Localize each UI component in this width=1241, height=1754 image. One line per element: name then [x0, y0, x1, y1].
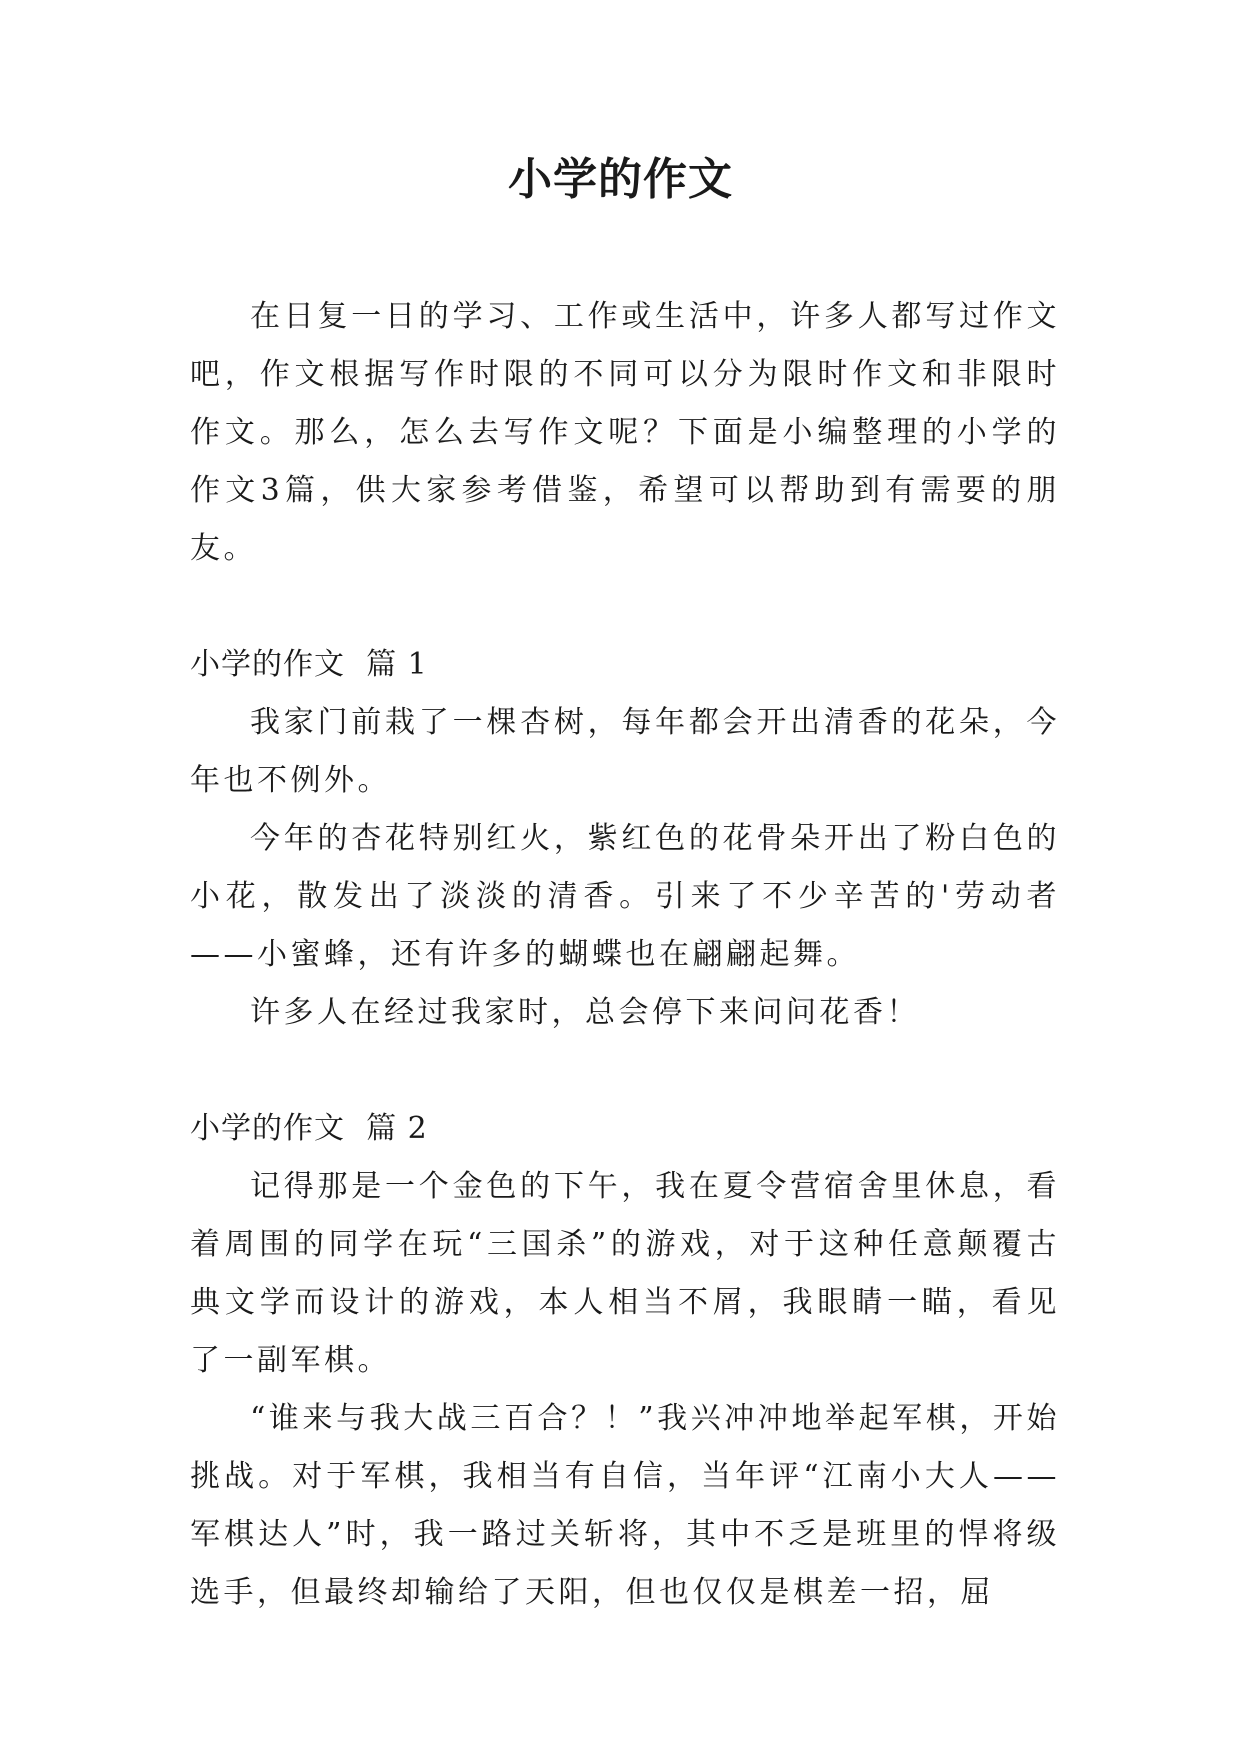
- intro-paragraph: 在日复一日的学习、工作或生活中，许多人都写过作文吧，作文根据写作时限的不同可以分为限时作文和非限时作文。那么，怎么去写作文呢？下面是小编整理的小学的作文3篇，供大家参考借鉴，希望可以帮助到有需要的朋友。: [190, 299, 1060, 566]
- section-heading-2: 小学的作文 篇 2: [190, 1111, 428, 1146]
- section-1-paragraph-2: 今年的杏花特别红火，紫红色的花骨朵开出了粉白色的小花，散发出了淡淡的清香。引来了不少辛苦的'劳动者——小蜜蜂，还有许多的蝴蝶也在翩翩起舞。: [190, 821, 1060, 972]
- section-1-paragraph-3: 许多人在经过我家时，总会停下来问问花香！: [250, 995, 920, 1030]
- section-spacer: [190, 1042, 1060, 1100]
- section-2-paragraph-2: “谁来与我大战三百合？！”我兴冲冲地举起军棋，开始挑战。对于军棋，我相当有自信，当年评“江南小大人——军棋达人”时，我一路过关斩将，其中不乏是班里的悍将级选手，但最终却输给了天阳，但也仅仅是棋差一招，屈: [190, 1401, 1060, 1610]
- document-body: [190, 288, 1060, 1622]
- section-spacer: [190, 578, 1060, 636]
- section-2-paragraph-1: 记得那是一个金色的下午，我在夏令营宿舍里休息，看着周围的同学在玩“三国杀”的游戏，对于这种任意颠覆古典文学而设计的游戏，本人相当不屑，我眼睛一瞄，看见了一副军棋。: [190, 1169, 1060, 1378]
- section-1-paragraph-1: 我家门前栽了一棵杏树，每年都会开出清香的花朵，今年也不例外。: [190, 705, 1060, 798]
- section-heading-1: 小学的作文 篇 1: [190, 647, 428, 682]
- document-title: 小学的作文: [508, 154, 733, 205]
